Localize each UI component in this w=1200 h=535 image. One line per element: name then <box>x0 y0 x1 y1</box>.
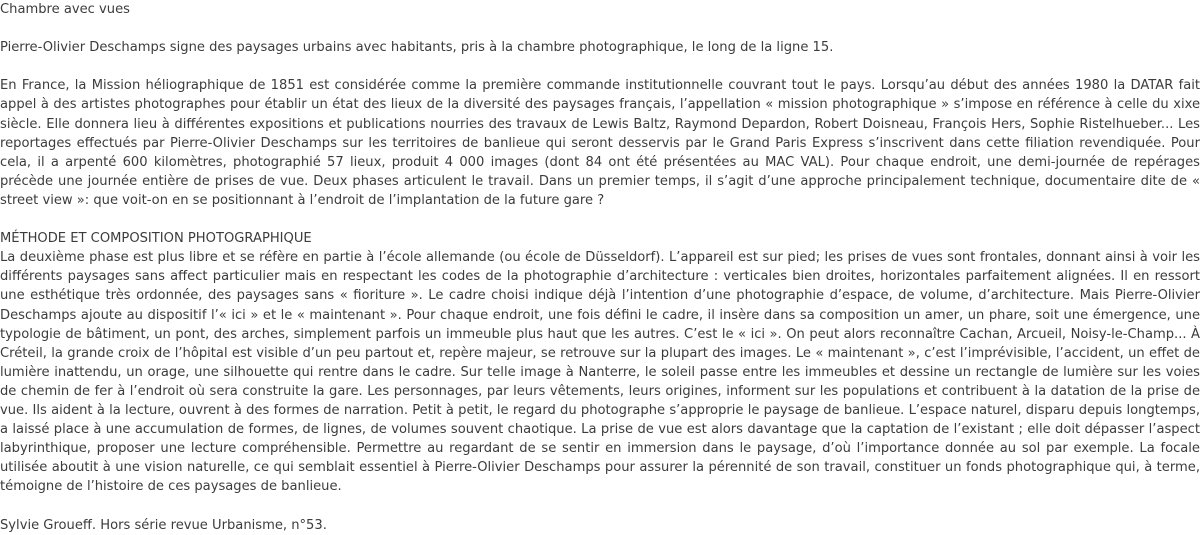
article-paragraph-2: La deuxième phase est plus libre et se réfère en partie à l’école allemande (ou école de Düsseldorf). L’appareil est sur pied; les prises de vues sont frontales, donnant ainsi à voir les différents paysages sans affect particulier mais en respectant les codes de la photographie d’architecture : verticales bien droites, horizontales parfaitement alignées. Il en ressort une esthétique très ordonnée, des paysages sans « fioriture ». Le cadre choisi indique déjà l’intention d’une photographie d’espace, de volume, d’architecture. Mais Pierre-Olivier Deschamps ajoute au dispositif l’« ici » et le « maintenant ». Pour chaque endroit, une fois défini le cadre, il insère dans sa composition un amer, un phare, soit une émergence, une typologie de bâtiment, un pont, des arches, simplement parfois un immeuble plus haut que les autres. C’est le « ici ». On peut alors reconnaître Cachan, Arcueil, Noisy-le-Champ... À Créteil, la grande croix de l’hôpital est visible d’un peu partout et, repère majeur, se retrouve sur la plupart des images. Le « maintenant », c’est l’imprévisible, l’accident, un effet de lumière inattendu, un orage, une silhouette qui rentre dans le cadre. Sur telle image à Nanterre, le soleil passe entre les immeubles et dessine un rectangle de lumière sur les voies de chemin de fer à l’endroit où sera construite la gare. Les personnages, par leurs vêtements, leurs origines, informent sur les populations et contribuent à la datation de la prise de vue. Ils aident à la lecture, ouvrent à des formes de narration. Petit à petit, le regard du photographe s’approprie le paysage de banlieue. L’espace naturel, disparu depuis longtemps, a laissé place à une accumulation de formes, de lignes, de volumes souvent chaotique. La prise de vue est alors davantage que la captation de l’existant ; elle doit dépasser l’aspect labyrinthique, proposer une lecture compréhensible. Permettre au regardant de se sentir en immersion dans le paysage, d’où l’importance donnée au sol par exemple. La focale utilisée aboutit à une vision naturelle, ce qui semblait essentiel à Pierre-Olivier Deschamps pour assurer la pérennité de son travail, constituer un fonds photographique qui, à terme, témoigne de l’histoire de ces paysages de banlieue. <box>0 250 1200 495</box>
article-intro: Pierre-Olivier Deschamps signe des paysages urbains avec habitants, pris à la chambre photographique, le long de la ligne 15. <box>0 40 834 56</box>
spacer <box>0 496 1200 515</box>
article-paragraph-1: En France, la Mission héliographique de 1851 est considérée comme la première commande institutionnelle couvrant tout le pays. Lorsqu’au début des années 1980 la DATAR fait appel à des artistes photographes pour établir un état des lieux de la diversité des paysages français, l’appellation « mission photographique » s’impose en référence à celle du xixe siècle. Elle donnera lieu à différentes expositions et publications nourries des travaux de Lewis Baltz, Raymond Depardon, Robert Doisneau, François Hers, Sophie Ristelhueber... Les reportages effectués par Pierre-Olivier Deschamps sur les territoires de banlieue qui seront desservis par le Grand Paris Express s’inscrivent dans cette filiation revendiquée. Pour cela, il a arpenté 600 kilomètres, photographié 57 lieux, produit 4 000 images (dont 84 ont été présentées au MAC VAL). Pour chaque endroit, une demi-journée de repérages précède une journée entière de prises de vue. Deux phases articulent le travail. Dans un premier temps, il s’agit d’une approche principalement technique, documentaire dite de « street view »: que voit-on en se positionnant à l’endroit de l’implantation de la future gare ? <box>0 78 1200 208</box>
article-title: Chambre avec vues <box>0 2 130 17</box>
spacer <box>0 57 1200 76</box>
spacer <box>0 19 1200 38</box>
article-source: Sylvie Groueff. Hors série revue Urbanisme, n°53. <box>0 517 327 533</box>
section-heading: MÉTHODE ET COMPOSITION PHOTOGRAPHIQUE <box>0 231 312 247</box>
spacer <box>0 210 1200 229</box>
